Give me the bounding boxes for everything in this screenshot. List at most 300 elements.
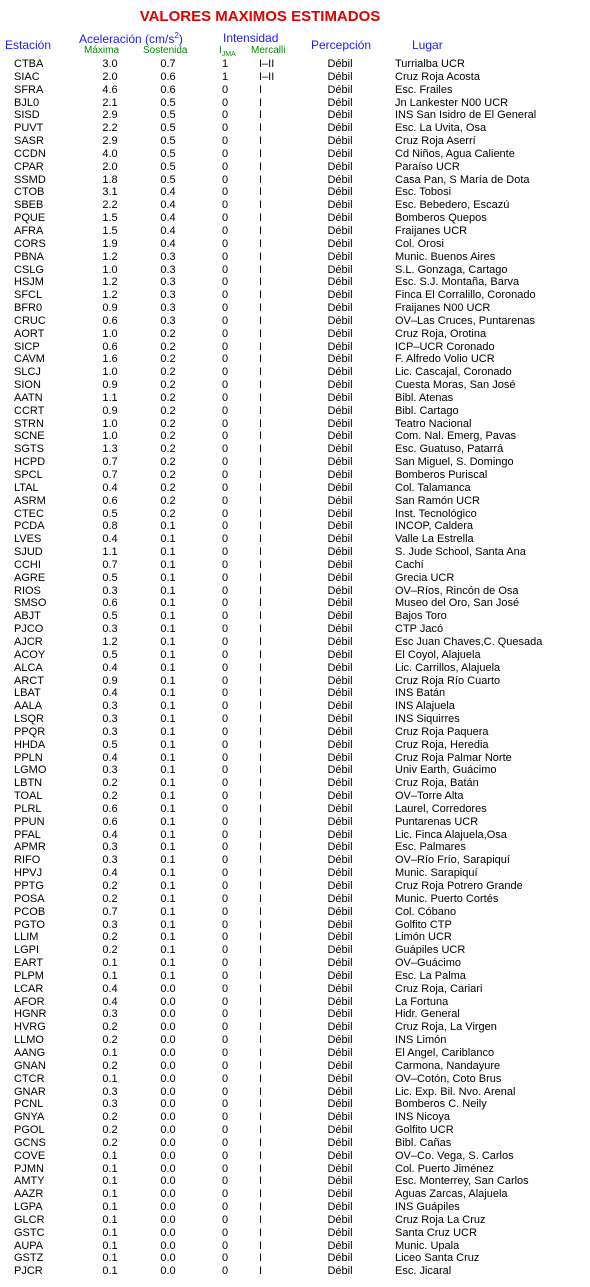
intensidad-mercalli: I: [259, 841, 263, 854]
acel-sostenida: 0.1: [160, 674, 176, 687]
acel-maxima: 0.3: [102, 1098, 118, 1111]
percepcion: Débil: [327, 751, 353, 764]
lugar: INS Limón: [395, 1034, 447, 1047]
station-code: EART: [14, 957, 44, 970]
percepcion: Débil: [327, 635, 353, 648]
intensidad-jma: 0: [221, 802, 229, 815]
station-code: CPAR: [14, 160, 44, 173]
acel-sostenida: 0.4: [160, 186, 176, 199]
percepcion: Débil: [327, 1098, 353, 1111]
lugar: Cruz Roja Río Cuarto: [395, 674, 501, 687]
station-code: HVRG: [14, 1021, 46, 1034]
lugar: Cruz Roja Palmar Norte: [395, 751, 512, 764]
station-code: AGRE: [14, 571, 46, 584]
lugar: Cruz Roja, Orotina: [395, 327, 487, 340]
intensidad-mercalli: I: [259, 648, 263, 661]
intensidad-jma: 0: [221, 353, 229, 366]
acel-sostenida: 0.3: [160, 276, 176, 289]
acel-maxima: 0.5: [102, 610, 118, 623]
intensidad-jma: 0: [221, 507, 229, 520]
page-title: VALORES MAXIMOS ESTIMADOS: [139, 8, 381, 25]
acel-maxima: 0.1: [102, 1072, 118, 1085]
station-code: LTAL: [14, 481, 39, 494]
intensidad-mercalli: I: [259, 1008, 263, 1021]
acel-maxima: 0.9: [102, 404, 118, 417]
acel-sostenida: 0.1: [160, 546, 176, 559]
intensidad-jma: 0: [221, 494, 229, 507]
intensidad-jma: 0: [221, 764, 229, 777]
acel-maxima: 1.0: [102, 366, 118, 379]
intensidad-mercalli: I: [259, 738, 263, 751]
intensidad-mercalli: I: [259, 880, 263, 892]
header-ijma: [219, 45, 236, 58]
intensidad-jma: 0: [221, 751, 229, 764]
acel-sostenida: 0.1: [160, 533, 176, 546]
intensidad-mercalli: I: [259, 571, 263, 584]
intensidad-mercalli: I: [259, 199, 263, 212]
acel-sostenida: 0.2: [160, 379, 176, 392]
intensidad-jma: 0: [221, 1098, 229, 1111]
table-row: [0, 649, 590, 662]
table-row: [0, 1060, 590, 1073]
table-row: [0, 289, 590, 302]
lugar: Puntarenas UCR: [395, 815, 479, 828]
lugar: Cruz Roja Potrero Grande: [395, 880, 523, 892]
acel-maxima: 1.3: [102, 443, 118, 456]
table-row: [0, 495, 590, 508]
percepcion: Débil: [327, 404, 353, 417]
station-code: PPUN: [14, 815, 45, 828]
header-aceleracion-close: ): [178, 32, 183, 46]
lugar: San Ramón UCR: [395, 494, 480, 507]
lugar: S. Jude School, Santa Ana: [395, 546, 526, 559]
intensidad-mercalli: I: [259, 1111, 263, 1124]
percepcion: Débil: [327, 1252, 353, 1265]
table-row: [0, 84, 590, 97]
intensidad-mercalli: I: [259, 250, 263, 263]
intensidad-mercalli: I: [259, 610, 263, 623]
intensidad-mercalli: I: [259, 597, 263, 610]
acel-maxima: 0.1: [102, 1252, 118, 1265]
station-code: AALA: [14, 700, 43, 713]
acel-sostenida: 0.2: [160, 340, 176, 353]
acel-sostenida: 0.5: [160, 173, 176, 186]
lugar: Esc. Frailes: [395, 83, 453, 96]
percepcion: Débil: [327, 623, 353, 636]
acel-sostenida: 0.1: [160, 738, 176, 751]
station-code: BJL0: [14, 96, 40, 109]
intensidad-mercalli: I: [259, 173, 263, 186]
lugar: Grecia UCR: [395, 571, 455, 584]
lugar: Munic. Upala: [395, 1239, 460, 1252]
station-code: SISD: [14, 109, 40, 122]
station-code: LGPA: [14, 1201, 43, 1214]
lugar: Esc. S.J. Montaña, Barva: [395, 276, 520, 289]
acel-sostenida: 0.5: [160, 122, 176, 135]
station-code: CSLG: [14, 263, 44, 276]
intensidad-mercalli: I: [259, 404, 263, 417]
intensidad-jma: 0: [221, 1162, 229, 1175]
intensidad-mercalli: I: [259, 713, 263, 726]
acel-maxima: 0.5: [102, 738, 118, 751]
lugar: Univ Earth, Guácimo: [395, 764, 497, 777]
intensidad-mercalli: I: [259, 83, 263, 96]
percepcion: Débil: [327, 815, 353, 828]
intensidad-mercalli: I: [259, 237, 263, 250]
station-code: GNAN: [14, 1059, 46, 1072]
acel-sostenida: 0.0: [160, 1072, 176, 1085]
lugar: INS Nicoya: [395, 1111, 451, 1124]
intensidad-mercalli: I: [259, 635, 263, 648]
percepcion: Débil: [327, 533, 353, 546]
percepcion: Débil: [327, 430, 353, 443]
station-code: AFOR: [14, 995, 45, 1008]
stations-table: [0, 58, 590, 1278]
intensidad-mercalli: I: [259, 584, 263, 597]
lugar: Carmona, Nandayure: [395, 1059, 501, 1072]
acel-maxima: 1.2: [102, 250, 118, 263]
acel-maxima: 0.1: [102, 1201, 118, 1214]
station-code: AFRA: [14, 224, 44, 237]
acel-sostenida: 0.2: [160, 494, 176, 507]
acel-maxima: 1.9: [102, 237, 118, 250]
intensidad-mercalli: I: [259, 224, 263, 237]
lugar: Turrialba UCR: [395, 58, 465, 70]
acel-sostenida: 0.3: [160, 289, 176, 302]
acel-maxima: 1.0: [102, 417, 118, 430]
intensidad-jma: 0: [221, 173, 229, 186]
table-row: [0, 533, 590, 546]
intensidad-jma: 0: [221, 250, 229, 263]
station-code: SMSO: [14, 597, 47, 610]
percepcion: Débil: [327, 1072, 353, 1085]
acel-maxima: 0.4: [102, 867, 118, 880]
table-row: [0, 1150, 590, 1163]
table-row: [0, 251, 590, 264]
table-row: [0, 1188, 590, 1201]
intensidad-jma: 0: [221, 713, 229, 726]
station-code: SLCJ: [14, 366, 41, 379]
acel-maxima: 0.2: [102, 1021, 118, 1034]
percepcion: Débil: [327, 327, 353, 340]
acel-sostenida: 0.3: [160, 263, 176, 276]
table-row: [0, 931, 590, 944]
acel-maxima: 2.9: [102, 109, 118, 122]
station-code: LSQR: [14, 713, 44, 726]
intensidad-jma: 0: [221, 160, 229, 173]
intensidad-jma: 0: [221, 1149, 229, 1162]
station-code: LGMO: [14, 764, 47, 777]
intensidad-mercalli: I: [259, 456, 263, 469]
lugar: Cruz Roja, Batán: [395, 777, 479, 790]
intensidad-jma: 0: [221, 1046, 229, 1059]
acel-sostenida: 0.0: [160, 1252, 176, 1265]
percepcion: Débil: [327, 1021, 353, 1034]
table-row: [0, 610, 590, 623]
table-row: [0, 623, 590, 636]
intensidad-mercalli: I: [259, 661, 263, 674]
station-code: AAZR: [14, 1188, 44, 1201]
intensidad-jma: 0: [221, 558, 229, 571]
station-code: SSMD: [14, 173, 46, 186]
intensidad-jma: 0: [221, 109, 229, 122]
intensidad-jma: 0: [221, 648, 229, 661]
acel-maxima: 0.6: [102, 597, 118, 610]
percepcion: Débil: [327, 610, 353, 623]
intensidad-mercalli: I: [259, 1072, 263, 1085]
table-row: [0, 713, 590, 726]
intensidad-jma: 0: [221, 610, 229, 623]
station-code: PPQR: [14, 725, 46, 738]
lugar: El Angel, Cariblanco: [395, 1046, 495, 1059]
table-row: [0, 1265, 590, 1278]
intensidad-jma: 0: [221, 687, 229, 700]
lugar: S.L. Gonzaga, Cartago: [395, 263, 508, 276]
table-row: [0, 687, 590, 700]
intensidad-mercalli: I: [259, 828, 263, 841]
intensidad-jma: 0: [221, 546, 229, 559]
intensidad-jma: 0: [221, 790, 229, 803]
header-aceleracion-text: Aceleración (cm/s: [79, 32, 175, 46]
percepcion: Débil: [327, 366, 353, 379]
percepcion: Débil: [327, 289, 353, 302]
lugar: Jn Lankester N00 UCR: [395, 96, 509, 109]
acel-sostenida: 0.0: [160, 1136, 176, 1149]
intensidad-jma: 0: [221, 1136, 229, 1149]
acel-maxima: 0.3: [102, 1008, 118, 1021]
acel-maxima: 0.2: [102, 944, 118, 957]
percepcion: Débil: [327, 417, 353, 430]
percepcion: Débil: [327, 1111, 353, 1124]
station-code: AMTY: [14, 1175, 45, 1188]
percepcion: Débil: [327, 391, 353, 404]
station-code: HHDA: [14, 738, 46, 751]
percepcion: Débil: [327, 353, 353, 366]
acel-maxima: 0.2: [102, 1136, 118, 1149]
station-code: SION: [14, 379, 41, 392]
acel-maxima: 0.2: [102, 880, 118, 892]
table-row: [0, 1047, 590, 1060]
lugar: Cruz Roja Paquera: [395, 725, 489, 738]
table-row: [0, 854, 590, 867]
intensidad-mercalli: I–II: [259, 58, 275, 70]
intensidad-mercalli: I: [259, 353, 263, 366]
percepcion: Débil: [327, 944, 353, 957]
lugar: Esc. La Uvita, Osa: [395, 122, 487, 135]
percepcion: Débil: [327, 777, 353, 790]
lugar: Col. Orosi: [395, 237, 444, 250]
acel-sostenida: 0.0: [160, 1124, 176, 1137]
intensidad-jma: 0: [221, 481, 229, 494]
percepcion: Débil: [327, 931, 353, 944]
percepcion: Débil: [327, 302, 353, 315]
table-row: [0, 264, 590, 277]
acel-maxima: 1.2: [102, 635, 118, 648]
intensidad-jma: 0: [221, 1175, 229, 1188]
table-row: [0, 328, 590, 341]
lugar: Com. Nal. Emerg, Pavas: [395, 430, 517, 443]
table-row: [0, 199, 590, 212]
station-code: LVES: [14, 533, 42, 546]
lugar: Fraijanes UCR: [395, 224, 468, 237]
table-row: [0, 186, 590, 199]
intensidad-mercalli: I: [259, 1124, 263, 1137]
intensidad-mercalli: I: [259, 289, 263, 302]
intensidad-jma: 0: [221, 623, 229, 636]
acel-maxima: 0.1: [102, 1162, 118, 1175]
acel-sostenida: 0.0: [160, 1021, 176, 1034]
table-row: [0, 700, 590, 713]
acel-maxima: 1.5: [102, 212, 118, 225]
intensidad-mercalli: I: [259, 802, 263, 815]
intensidad-jma: 0: [221, 841, 229, 854]
lugar: OV–Las Cruces, Puntarenas: [395, 314, 536, 327]
intensidad-jma: 0: [221, 1265, 229, 1278]
intensidad-mercalli: I: [259, 481, 263, 494]
station-code: POSA: [14, 892, 45, 905]
station-code: CCDN: [14, 147, 46, 160]
acel-maxima: 1.1: [102, 546, 118, 559]
station-code: ALCA: [14, 661, 43, 674]
intensidad-mercalli: I: [259, 1046, 263, 1059]
intensidad-jma: 0: [221, 276, 229, 289]
intensidad-mercalli: I: [259, 892, 263, 905]
table-row: [0, 1124, 590, 1137]
lugar: OV–Co. Vega, S. Carlos: [395, 1149, 514, 1162]
lugar: Casa Pan, S María de Dota: [395, 173, 530, 186]
station-code: CRUC: [14, 314, 46, 327]
station-code: PPTG: [14, 880, 44, 892]
lugar: Esc. La Palma: [395, 969, 466, 982]
acel-sostenida: 0.1: [160, 558, 176, 571]
acel-sostenida: 0.1: [160, 687, 176, 700]
acel-maxima: 0.9: [102, 302, 118, 315]
intensidad-jma: 0: [221, 854, 229, 867]
percepcion: Débil: [327, 957, 353, 970]
intensidad-mercalli: I: [259, 918, 263, 931]
station-code: PJCR: [14, 1265, 43, 1278]
acel-sostenida: 0.0: [160, 1098, 176, 1111]
station-code: SGTS: [14, 443, 44, 456]
station-code: SPCL: [14, 469, 43, 481]
intensidad-jma: 0: [221, 1059, 229, 1072]
intensidad-mercalli: I: [259, 725, 263, 738]
intensidad-jma: 0: [221, 1072, 229, 1085]
acel-maxima: 0.6: [102, 340, 118, 353]
intensidad-mercalli: I: [259, 1201, 263, 1214]
station-code: PUVT: [14, 122, 44, 135]
percepcion: Débil: [327, 314, 353, 327]
percepcion: Débil: [327, 276, 353, 289]
acel-sostenida: 0.0: [160, 1008, 176, 1021]
percepcion: Débil: [327, 1149, 353, 1162]
table-row: [0, 1098, 590, 1111]
table-row: [0, 379, 590, 392]
acel-sostenida: 0.3: [160, 302, 176, 315]
table-row: [0, 1111, 590, 1124]
acel-sostenida: 0.1: [160, 610, 176, 623]
acel-sostenida: 0.1: [160, 571, 176, 584]
acel-sostenida: 0.1: [160, 764, 176, 777]
lugar: Aguas Zarcas, Alajuela: [395, 1188, 508, 1201]
acel-sostenida: 0.1: [160, 828, 176, 841]
table-row: [0, 983, 590, 996]
lugar: Munic. Puerto Cortés: [395, 892, 499, 905]
lugar: Valle La Estrella: [395, 533, 474, 546]
acel-sostenida: 0.1: [160, 635, 176, 648]
table-row: [0, 443, 590, 456]
intensidad-mercalli: I: [259, 340, 263, 353]
intensidad-jma: 0: [221, 366, 229, 379]
intensidad-jma: 0: [221, 186, 229, 199]
lugar: Esc. Palmares: [395, 841, 466, 854]
percepcion: Débil: [327, 982, 353, 995]
lugar: Col. Talamanca: [395, 481, 471, 494]
intensidad-mercalli: I: [259, 1136, 263, 1149]
table-row: [0, 597, 590, 610]
acel-sostenida: 0.0: [160, 1188, 176, 1201]
intensidad-jma: 0: [221, 944, 229, 957]
station-code: SIAC: [14, 70, 40, 83]
intensidad-mercalli: I: [259, 905, 263, 918]
acel-maxima: 0.6: [102, 314, 118, 327]
table-row: [0, 893, 590, 906]
lugar: Museo del Oro, San José: [395, 597, 520, 610]
intensidad-mercalli: I: [259, 430, 263, 443]
lugar: OV–Torre Alta: [395, 790, 464, 803]
intensidad-jma: 1: [221, 58, 229, 70]
acel-sostenida: 0.1: [160, 815, 176, 828]
acel-maxima: 0.3: [102, 584, 118, 597]
percepcion: Débil: [327, 70, 353, 83]
header-aceleracion: [79, 31, 183, 46]
table-row: [0, 662, 590, 675]
table-row: [0, 405, 590, 418]
intensidad-jma: 0: [221, 224, 229, 237]
lugar: Hidr. General: [395, 1008, 460, 1021]
intensidad-mercalli: I: [259, 1226, 263, 1239]
percepcion: Débil: [327, 224, 353, 237]
lugar: Cruz Roja, La Virgen: [395, 1021, 497, 1034]
intensidad-jma: 0: [221, 1085, 229, 1098]
intensidad-jma: 0: [221, 661, 229, 674]
acel-sostenida: 0.4: [160, 237, 176, 250]
station-code: ABJT: [14, 610, 41, 623]
table-row: [0, 1240, 590, 1253]
acel-sostenida: 0.2: [160, 443, 176, 456]
lugar: El Coyol, Alajuela: [395, 648, 481, 661]
acel-maxima: 1.2: [102, 276, 118, 289]
acel-sostenida: 0.0: [160, 1175, 176, 1188]
lugar: Cd Niños, Agua Caliente: [395, 147, 515, 160]
intensidad-jma: 0: [221, 1021, 229, 1034]
station-code: TOAL: [14, 790, 43, 803]
acel-sostenida: 0.1: [160, 854, 176, 867]
station-code: GSTZ: [14, 1252, 44, 1265]
acel-sostenida: 0.1: [160, 969, 176, 982]
acel-sostenida: 0.1: [160, 867, 176, 880]
acel-maxima: 0.1: [102, 1149, 118, 1162]
percepcion: Débil: [327, 1265, 353, 1278]
intensidad-mercalli: I: [259, 469, 263, 481]
table-row: [0, 1163, 590, 1176]
intensidad-jma: 0: [221, 237, 229, 250]
intensidad-jma: 0: [221, 199, 229, 212]
acel-sostenida: 0.1: [160, 918, 176, 931]
intensidad-jma: 0: [221, 430, 229, 443]
acel-maxima: 0.1: [102, 1265, 118, 1278]
station-code: SICP: [14, 340, 40, 353]
